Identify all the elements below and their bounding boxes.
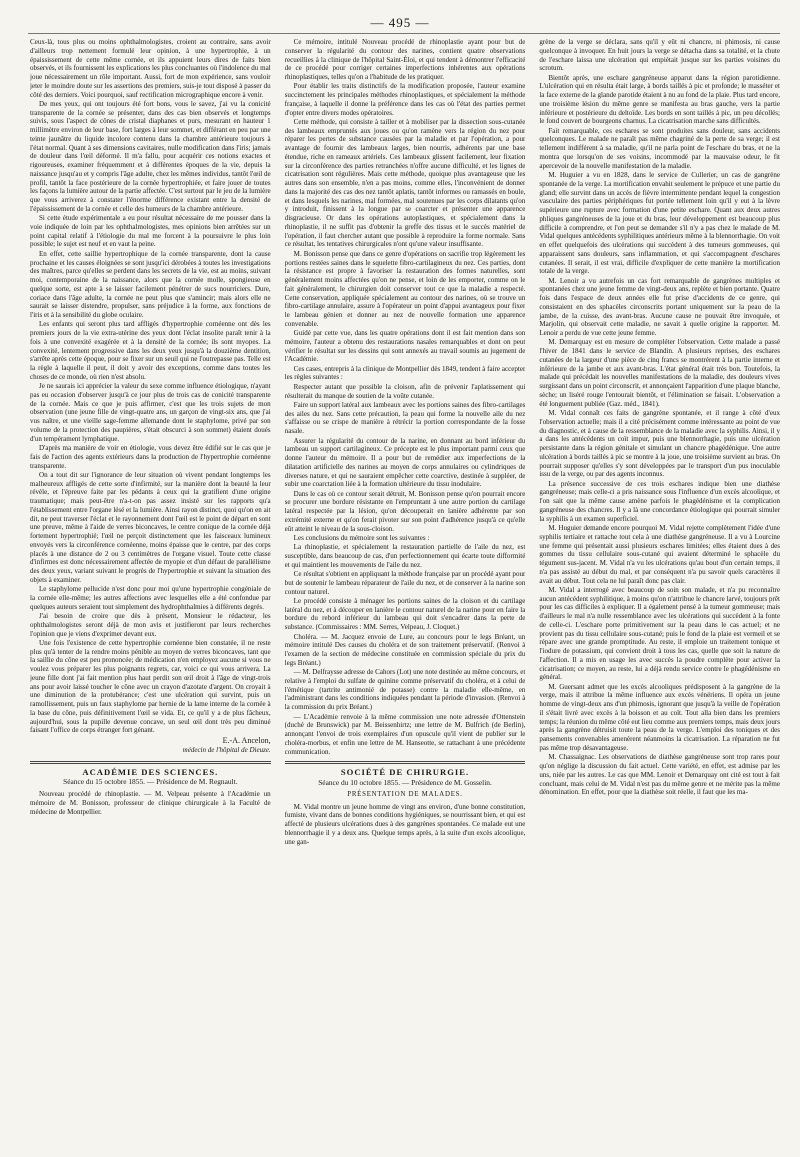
article-paragraph: — M. Delfraysse adresse de Cahors (Lot) une note destinée au même concours, et relative à l'emploi du sulfate de quinine comme préservatif du choléra, et à celui de l'émétique (tartrite antimonié de potasse) contre la maladie elle-même, en l'administrant dans les conditions indiquées pendant la période d'invasion. (Renvoi à la commission du prix Bréant.) xyxy=(284,668,526,712)
article-paragraph: Ceux-là, tous plus ou moins ophthalmologistes, croient au contraire, sans avoir d'ailleurs trop nettement formulé leur opinion, à une hypertrophie, à un épaississement de cette même cornée, et ils appuient leurs dires de faits bien observés, et ils fournissent les explications les plus concluantes où l'indolence du mal joue nécessairement un rôle important. Aussi, fort de mon expérience, sans vouloir jeter le moindre doute sur les assertions des premiers, suis-je tout disposé à passer du côté des derniers. Voici pourquoi, sauf rectification micrographique encore à venir. xyxy=(30,38,271,99)
article-paragraph: — L'Académie renvoie à la même commission une note adressée d'Ottenstein (duché de Brunswick) par M. Beissenhirtz; une lettre de M. Bulfrich (de Berlin), annonçant l'envoi de trois exemplaires d'un opuscule qu'il vient de publier sur le choléra-morbus, et enfin une lettre de M. Hanseotte, se rattachant à une précédente communication. xyxy=(284,712,526,756)
header-rule xyxy=(28,33,780,34)
article-paragraph: De mes yeux, qui ont toujours été fort bons, vous le savez, j'ai vu la conicité transparente de la cornée se présenter, dans des cas bien observés et longtemps suivis, sous l'aspect de cônes de cristal diaphanes et purs, mesurant en hauteur 1 millimètre environ de leur base, fort larges à leur sommet, et différant en peu par une teinte jaunâtre du liquide incolore contenu dans la chambre antérieure toujours à l'état normal. Quant à ses dimensions cavitaires, nulle modification dans l'iris; jamais de douleur dans l'œil déformé. Il m'a fallu, pour acquérir ces notions exactes et rigoureuses, examiner fréquemment et à différentes époques de la vie, depuis la naissance jusqu'au et y compris l'âge adulte, chez les mêmes individus, tantôt l'œil de profil, tantôt la face postérieure de la cornée hypertrophiée, et faire jouer de toutes les façons la lumière autour de la partie affectée. C'est surtout par le jeu de la lumière que vous arriverez à constater l'énorme différence existant entre la densité de l'épaississement de la cornée et celle des humeurs de la chambre antérieure. xyxy=(30,99,271,213)
column-right xyxy=(539,38,780,1147)
signature-name: E.-A. Ancelon, xyxy=(222,736,271,746)
article-paragraph: M. Bonisson pense que dans ce genre d'opérations on sacrifie trop légèrement les portions restées saines dans le squelette fibro-cartilagineux du nez. Ces parties, dont la résistance est propre à favoriser la restauration des formes naturelles, sont généralement moins affectées qu'on ne pense, et loin de les emporter, comme on le fait généralement, le chirurgien doit conserver tout ce que la maladie a respecté. Cette conservation, appliquée spécialement au contour des narines, où se trouve un fibro-cartilage annulaire, assure à l'opérateur un point d'appui avantageux pour fixer le lambeau génien et donner au nez de nouvelle formation une apparence convenable. xyxy=(284,249,526,328)
article-paragraph: M. Vidal connaît ces faits de gangrène spontanée, et il range à côté d'eux l'observation actuelle; mais il a cité précisément comme intéressante au point de vue du diagnostic, et à cause de la ressemblance de la maladie avec la syphilis. Ainsi, il y a dans les antécédents un coït impur, puis une blennorrhagie, puis une ulcération persistante dans la région génitale et simulant un chancre phagédénique. Une autre ulcération à bords taillés à pic se montre à la joue, une troisième survient au bras. On pourrait supposer qu'elles s'y sont développées par le transport d'un pus inoculable issu de la verge, ou par des agents inconnus. xyxy=(539,409,781,479)
article-paragraph: M. Huguier demande encore pourquoi M. Vidal rejette complètement l'idée d'une syphilis tertiaire et rattache tout cela à une diathèse gangréneuse. Il a vu à Lourcine une femme qui présentait aussi plusieurs eschares limitées; elles étaient dues à des gommes du tissu cellulaire sous-cutané qui avaient déterminé le sphacèle du tégument sus-jacent. M. Vidal n'a vu les ulcérations qu'au bout d'un certain temps, il n'a pas assisté au début du mal, et par conséquent n'a pu savoir quels caractères il avait au début. Tout cela ne lui paraît donc pas clair. xyxy=(539,524,781,585)
article-paragraph: Les enfants qui seront plus tard affligés d'hypertrophie cornéenne ont dès les premiers jours de la vie extra-utérine des yeux dont l'éclat insolite paraît tenir à la fois à une convexité exagérée et à la densité de la cornée; ils sont myopes. La convexité, lentement progressive dans les deux yeux jusqu'à la douzième dentition, s'arrête après cette époque, pour se fixer sur un seuil qui ne l'outrepasse pas. Telle est la règle à laquelle il peut, il doit y avoir des exceptions, comme dans toutes les choses de ce monde, où rien n'est absolu. xyxy=(30,320,271,381)
article-paragraph: Ce résultat s'obtient en appliquant la méthode française par un procédé ayant pour but de soutenir le lambeau réparateur de l'aile du nez, et de conserver à la narine son contour naturel. xyxy=(284,570,526,596)
article-paragraph: Le procédé consiste à ménager les portions saines de la cloison et du cartilage latéral du nez, et à découper en lanière le contour naturel de la narine pour en faire la bordure du rebord inférieur du lambeau qui doit s'encadrer dans la perte de substance. (Commissaires : MM. Serres, Velpeau, J. Cloquet.) xyxy=(284,596,526,632)
article-paragraph: Le staphylome pellucide n'est donc pour moi qu'une hypertrophie congéniale de la cornée elle-même; les autres affections avec lesquelles elle a été confondue par quelques auteurs seraient tout simplement des hydrophthalmies à différents degrés. xyxy=(30,585,271,611)
article-paragraph: D'après ma manière de voir en étiologie, vous devez être édifié sur le cas que je fais de l'action des agents extérieurs dans la production de l'hypertrophie cornéenne transparente. xyxy=(30,444,271,470)
column-middle xyxy=(285,38,526,1147)
article-paragraph: Faire un support latéral aux lambeaux avec les portions saines des fibro-cartilages des ailes du nez. Sans cette précaution, la peau qui forme la nouvelle aile du nez s'affaisse ou se crispe de manière à rétrécir la portion correspondante de la fosse nasale. xyxy=(284,400,526,436)
academy-paragraph: Nouveau procédé de rhinoplastie. — M. Velpeau présente à l'Académie un mémoire de M. Bonisson, professeur de clinique chirurgicale à la Faculté de médecine de Montpellier. xyxy=(30,790,271,816)
article-paragraph: M. Huguier a vu en 1828, dans le service de Cullerier, un cas de gangrène spontanée de la verge. La mortification envahit seulement le prépuce et une partie du gland; elle survint dans un accès de fièvre intermittente pendant lequel la congestion vasculaire des parties périphériques fut portée tellement loin qu'il y eut à la lèvre supérieure une rupture avec formation d'une petite eschare. Quant aux deux autres phliques gangréneuses de la joue et du bras, leur développement est beaucoup plus difficile à comprendre, et l'on peut se demander s'il n'y a pas chez le malade de M. Vidal quelques antécédents syphilitiques antérieurs même à la blennorrhagie. On voit en effet quelquefois des ulcérations qui succèdent à des tumeurs gommeuses, qui apparaissent sans douleurs, sans inflammation, et qui s'accompagnent d'eschares cutanées. Il serait, il est vrai, difficile d'expliquer de cette manière la mortification totale de la verge. xyxy=(539,171,781,276)
article-paragraph: Assurer la régularité du contour de la narine, en donnant au bord inférieur du lambeau un support cartilagineux. Ce précepte est le plus important parmi ceux que donne l'auteur du mémoire. Il a pour but de remédier aux imperfections de la dilatation artificielle des narines au moyen de corps annulaires ou cylindriques de diverses nature, et qui ne sauraient empêcher cette coarctive, destinée à suppléer, de subir une coarctation liée à la formation ultérieure du tissu inodulaire. xyxy=(284,436,526,489)
academy-heading: ACADÉMIE DES SCIENCES. xyxy=(82,766,219,777)
society-paragraph: M. Vidal montre un jeune homme de vingt ans environ, d'une bonne constitution, fumiste, vivant dans de bonnes conditions hygiéniques, se nourrissant bien, et qui est affecté de plusieurs ulcérations dues à des gangrènes spontanées. Ce malade eut une blennorrhagie il y a deux ans. Quelque temps après, à la suite d'un excès alcoolique, une gan- xyxy=(284,802,526,846)
article-paragraph: Fait remarquable, ces eschares se sont produites sans douleur, sans accidents quelconques. Le malade ne paraît pas même chagriné de la perte de sa verge; il est tellement indifférent à sa maladie, qu'il ne parla point de l'eschare du bras, et ne la montra que lorsqu'on de ses voisins, incommodé par la mauvaise odeur, le fit apercevoir de la nouvelle manifestation de la maladie. xyxy=(539,126,781,170)
article-paragraph: M. Lenoir a vu autrefois un cas fort remarquable de gangrènes multiples et spontanées chez une jeune femme de vingt-deux ans, replète et bien portante. Quatre fois dans l'espace de deux années elle fut prise d'accidents de ce genre, qui consistaient en des sphacèles circonscrits portant uniquement sur la peau de la jambe, de la cuisse, des avant-bras. Aucune cause ne pouvait être invoquée, et Marjolin, qui observait cette maladie, ne savait à quelle origine la rapporter. M. Lenoir a perdu de vue cette jeune femme. xyxy=(539,276,781,338)
article-paragraph: La rhinoplastie, et spécialement la restauration partielle de l'aile du nez, est susceptible, dans beaucoup de cas, d'un perfectionnement qui écarte toute difformité et qui maintient les mouvements de l'aile du nez. xyxy=(284,543,526,569)
academy-session: Séance du 15 octobre 1855. — Présidence de M. Regnault. xyxy=(63,777,238,787)
article-paragraph: Choléra. — M. Jacquez envoie de Lure, au concours pour le legs Bréant, un mémoire intitulé Des causes du choléra et de son traitement préservatif. (Renvoi à l'examen de la section de médecine constituée en commission spéciale du prix du legs Bréant.) xyxy=(284,632,526,667)
article-paragraph: Une fois l'existence de cette hypertrophie cornéenne bien constatée, il ne reste plus qu'à tenter de la rendre moins pénible au moyen de verres biconcaves, tant que la saillie du cône est peu prononcée; de médication n'en employez aucune si vous ne voulez vous préparer les plus poignants regrets, car, voici ce qui vous arrivera. La jeune fille dont j'ai fait mention plus haut perdit son œil droit à l'âge de vingt-trois ans pour avoir laissé toucher le cône avec un crayon d'azotate d'argent. On croyait à une diminution de la protubérance; c'est une ulcération qui survint, puis un ramollissement, puis un faux staphylome par hernie de la lame interne de la cornée à la base du cône, puis définitivement l'œil se vida. Et, ce qu'il y a de plus fâcheux, aujourd'hui, sous la pupille devenue concave, un seul œil dont très peu diminué faisant l'office de corps étranger fort génant. xyxy=(30,638,271,735)
article-paragraph: M. Chassaignac. Les observations de diathèse gangréneuse sont trop rares pour qu'on néglige la discussion du fait actuel. Cette variété, en effet, est admise par les uns, niée par les autres. Le cas que MM. Lenoir et Demarquay ont cité est tout à fait concluant, mais celui de M. Vidal n'est pas du même genre et ne mérite pas la même dénomination. En effet, pour que la diathèse soit réelle, il faut que les ma- xyxy=(539,753,781,797)
society-session: Séance du 10 octobre 1855. — Présidence de M. Gosselin. xyxy=(318,778,492,787)
article-paragraph: M. Guersant admet que les excès alcooliques prédisposent à la gangrène de la verge, mais il attribue la même influence aux excès vénériens. Il opéra un jeune homme de vingt-deux ans d'un phimosis, ignorant que jusqu'à la veille de l'opération il s'était livré avec excès à la boisson et au coït. Tout alla bien dans les premiers temps; la réunion du même côté eut lieu comme aux premiers temps, mais deux jours après la gangrène détruisit toute la peau de la verge. L'emploi des toniques et des pansements convenables amenèrent néanmoins la cicatrisation. La réparation ne fut pas même trop désavantageuse. xyxy=(539,682,781,752)
article-paragraph: Je ne saurais ici apprécier la valeur du sexe comme influence étiologique, n'ayant pas eu occasion d'observer jusqu'à ce jour plus de trois cas de conicité transparente de la cornée. Mais ce que je puis affirmer, c'est que les trois sujets de mon observation (une jeune fille de vingt-quatre ans, un garçon de vingt-six ans, que j'ai vus naître, et une vieille sage-femme allemande dont le staphylome, privé par son volume de la protection des paupières, s'était obscurci à son sommet) étaient doués d'un tempérament lymphatique. xyxy=(30,382,271,443)
page-number: — 495 — xyxy=(370,15,430,30)
society-heading: SOCIÉTÉ DE CHIRURGIE. xyxy=(340,767,470,778)
column-left xyxy=(30,38,271,1147)
signature-role: médecin de l'hôpital de Dieuze. xyxy=(182,745,271,754)
article-paragraph: Respecter autant que possible la cloison, afin de prévenir l'aplatissement qui résulterait du manque de soutien de la voûte cutanée. xyxy=(284,382,526,400)
article-paragraph: Bientôt après, une eschare gangréneuse apparut dans la région parotidienne. L'ulcération qui en résulta était large, à bords taillés à pic et profonde; le masséter et la face externe de la glande parotide étaient à nu au fond de la plaie. Plus tard encore, une troisième lésion du même genre se manifesta au bras gauche, vers la partie inférieure et postérieure du deltoïde. Les bords en sont taillés à pic, un peu décollés; le fond couvert de bourgeons charnus. La cicatrisation marche sans difficultés. xyxy=(539,73,781,126)
article-paragraph: J'ai besoin de croire que dès à présent, Monsieur le rédacteur, les ophthalmologistes seront déjà de mon avis et justifieront par leurs recherches l'opinion que je viens d'exprimer devant eux. xyxy=(30,612,271,638)
article-paragraph: M. Demarquay est en mesure de compléter l'observation. Cette malade a passé l'hiver de 1841 dans le service de Blandin. A plusieurs reprises, des eschares cutanées de la largeur d'une pièce de cinq francs se montrèrent à la partie interne et inférieure de la jambe et aux avant-bras. L'état général était très bon. Toutefois, la malade qui précédait les nouvelles manifestations de la maladie, des douleurs vives surgissant dans un point circonscrit, et annonçaient l'apparition d'une plaque blanche, sèche; un liséré rouge l'entourait bientôt, et l'élimination se faisait. L'observation a été longuement publiée (Gaz. méd., 1841). xyxy=(539,338,781,408)
article-paragraph: Ces cases, entrepris à la clinique de Montpellier dès 1849, tendent à faire accepter les règles suivantes : xyxy=(284,364,526,382)
article-paragraph: Si cette étude expérimentale a eu pour résultat nécessaire de me pousser dans la voie indiquée de loin par les ophthalmologistes, mes opinions bien arrêtées sur un point capital relatif à l'étiologie du mal me forcent à la poursuivre le plus loin possible; le sujet est neuf et en vaut la peine. xyxy=(30,214,271,249)
article-paragraph: Ce mémoire, intitulé Nouveau procédé de rhinoplastie ayant pour but de conserver la régularité du contour des narines, contient quatre observations recueillies à la clinique de l'hôpital Saint-Éloi, et qui tendent à démontrer l'efficacité de ce procédé pour corriger certaines imperfections inhérentes aux opérations rhinoplastiques, telles qu'on a l'habitude de les pratiquer. xyxy=(284,38,526,81)
article-paragraph: Guidé par cette vue, dans les quatre opérations dont il est fait mention dans son mémoire, l'auteur a obtenu des restaurations nasales remarquables et dont on peut vérifier le résultat sur les dessins qui sont annexés au travail soumis au jugement de l'Académie. xyxy=(284,329,526,364)
section-divider xyxy=(30,761,271,764)
article-paragraph: En effet, cette saillie hypertrophique de la cornée transparente, dont la cause prochaine et les causes éloignées se sont jusqu'ici dérobées à toutes les investigations des maîtres, parce qu'elles se perdent dans les secrets de la vie, est au moins, suivant moi, contemporaine de la naissance, alors que la cornée molle, spongieuse en quelque sorte, est apte à se laisser facilement pénétrer de sucs nourriciers. Dure, coriace dans l'âge adulte, la cornée ne peut plus que s'amincir; mais alors elle ne saurait se laisser distendre, propulser, sans préjudice à la forme, aux fonctions de l'iris et à la sensibilité du globe oculaire. xyxy=(30,249,271,320)
article-paragraph: La présence successive de ces trois eschares indique bien une diathèse gangréneuse; mais celle-ci a pris naissance sous l'influence d'un excès alcoolique, et l'on sait que la même cause amène parfois le phagédénisme et la complication gangréneuse des chancres. Il y a là une concordance étiologique qui pourrait simuler la syphilis à un examen superficiel. xyxy=(539,479,781,523)
section-divider xyxy=(285,761,526,764)
article-paragraph: Cette méthode, qui consiste à tailler et à mobiliser par la dissection sous-cutanée des lambeaux empruntés aux joues ou qu'on ramène vers la région du nez pour réparer les pertes de substance causées par la maladie et par l'opération, a pour avantage de fournir des lambeaux larges, bien nourris, adhérents par une base étendue, riche en rameaux artériels. Ces lambeaux glissent facilement, leur fixation sur la circonférence des parties retranchées n'offre aucune difficulté, et les lignes de cicatrisation sont régulières. Mais cette méthode, quoique plus avantageuse que les autres dans son ensemble, n'en a pas moins, comme elles, l'inconvénient de donner dans la majorité des cas des nez tantôt aplatis, tantôt informes ou ramassés en boule, et dans lesquels les narines, mal formées, mal soutenues par les corps dilatants qu'on y introduit, finissent à la longue par se coarcter et présenter une apparence disgracieuse. Or dans les opérations autoplastiques, et spécialement dans la rhinoplastie, il ne suffit pas d'obtenir la greffe des tissus et le succès matériel de l'opération, il faut chercher autant que possible à reproduire la forme normale. Sans ce résultat, les tentatives chirurgicales n'ont qu'une valeur insuffisante. xyxy=(284,117,526,249)
article-paragraph: M. Vidal a interrogé avec beaucoup de soin son malade, et n'a pu reconnaître aucun antécédent syphilitique, à moins qu'on n'attribue le chancre larvé, toujours prêt pour les cas difficiles à expliquer. Il a également pensé à la tumeur gommeuse; mais d'ailleurs le mal n'a nulle ressemblance avec les ulcérations qui succèdent à la fonte de celle-ci. L'eschare porte primitivement sur la peau dans le cas actuel; et ne provient pas du tissu cellulaire sous-cutané; puis le fond de la plaie est vermeil et se répare avec une grande promptitude. Au reste, il emploie un traitement tonique et l'iodure de potassium, qui convient droit à tous les cas, quelle que soit la nature de l'affection. Il a mis en usage les avec succès la poudre complète pour activer la cicatrisation; ce moyen, au reste, lui a déjà rendu service contre le phagédénisme en général. xyxy=(539,585,781,682)
article-paragraph: grène de la verge se déclara, sans qu'il y eût ni chancre, ni phimosis, ni cause quelconque à invoquer. En huit jours la verge se détacha dans sa totalité, et la chute de l'eschare laissa une ulcération qui empiétait jusque sur les parties voisines du scrotum. xyxy=(539,38,781,73)
article-paragraph: Les conclusions du mémoire sont les suivantes : xyxy=(293,533,430,542)
article-paragraph: Dans le cas où ce contour serait détruit, M. Bonisson pense qu'on pourrait encore se procurer une bordure résistante en l'empruntant à une autre portion du cartilage latéral respectée par la lésion, qu'on découperait en lanière adhérente par son extrémité externe et qu'on ferait pivoter sur son point d'adhérence jusqu'à ce qu'elle eût atteint le niveau de la sous-cloison. xyxy=(284,489,526,533)
columns xyxy=(30,38,780,1147)
society-subheading: PRÉSENTATION DE MALADES. xyxy=(347,790,463,798)
article-paragraph: On a tout dit sur l'ignorance de leur situation où vivent pendant longtemps les malheureux affligés de cette sorte d'infirmité, sur la manière dont la beauté la leur révèle, et l'épreuve faite par les pédants à ceux qui la gratifient d'une origine traumatique; mais peut-être n'a-t-on pas assez insisté sur les rapports qu'a l'établissement entre l'organe lésé et la lumière. Ainsi rayon distinct, quoi qu'on en ait dit, ne peut traverser l'éclat et le rayonnement dont l'œil est le point de départ en sont une preuve, même à l'aide de verres biconcaves, le centre conique de la cornée déjà fortement hypertrophié; l'œil ne perçoit distinctement que les faisceaux lumineux envoyés vers la circonférence cornéenne, moins épaisse que le centre, par des corps placés à une distance de 2 ou 3 centimètres de l'organe visuel. Toute cette classe d'infirmes est donc nécessairement affectée de myopie et d'un défaut de parallélisme des deux yeux, variant suivant le progrès de l'hypertrophie et suivant la situation des objets à examiner. xyxy=(30,470,271,584)
article-paragraph: Pour établir les traits distinctifs de la modification proposée, l'auteur examine succinctement les principales méthodes rhinoplastiques, et spécialement la méthode française, à laquelle il donne la préférence dans les cas où l'état des parties permet d'opter entre divers modes opératoires. xyxy=(284,82,526,117)
